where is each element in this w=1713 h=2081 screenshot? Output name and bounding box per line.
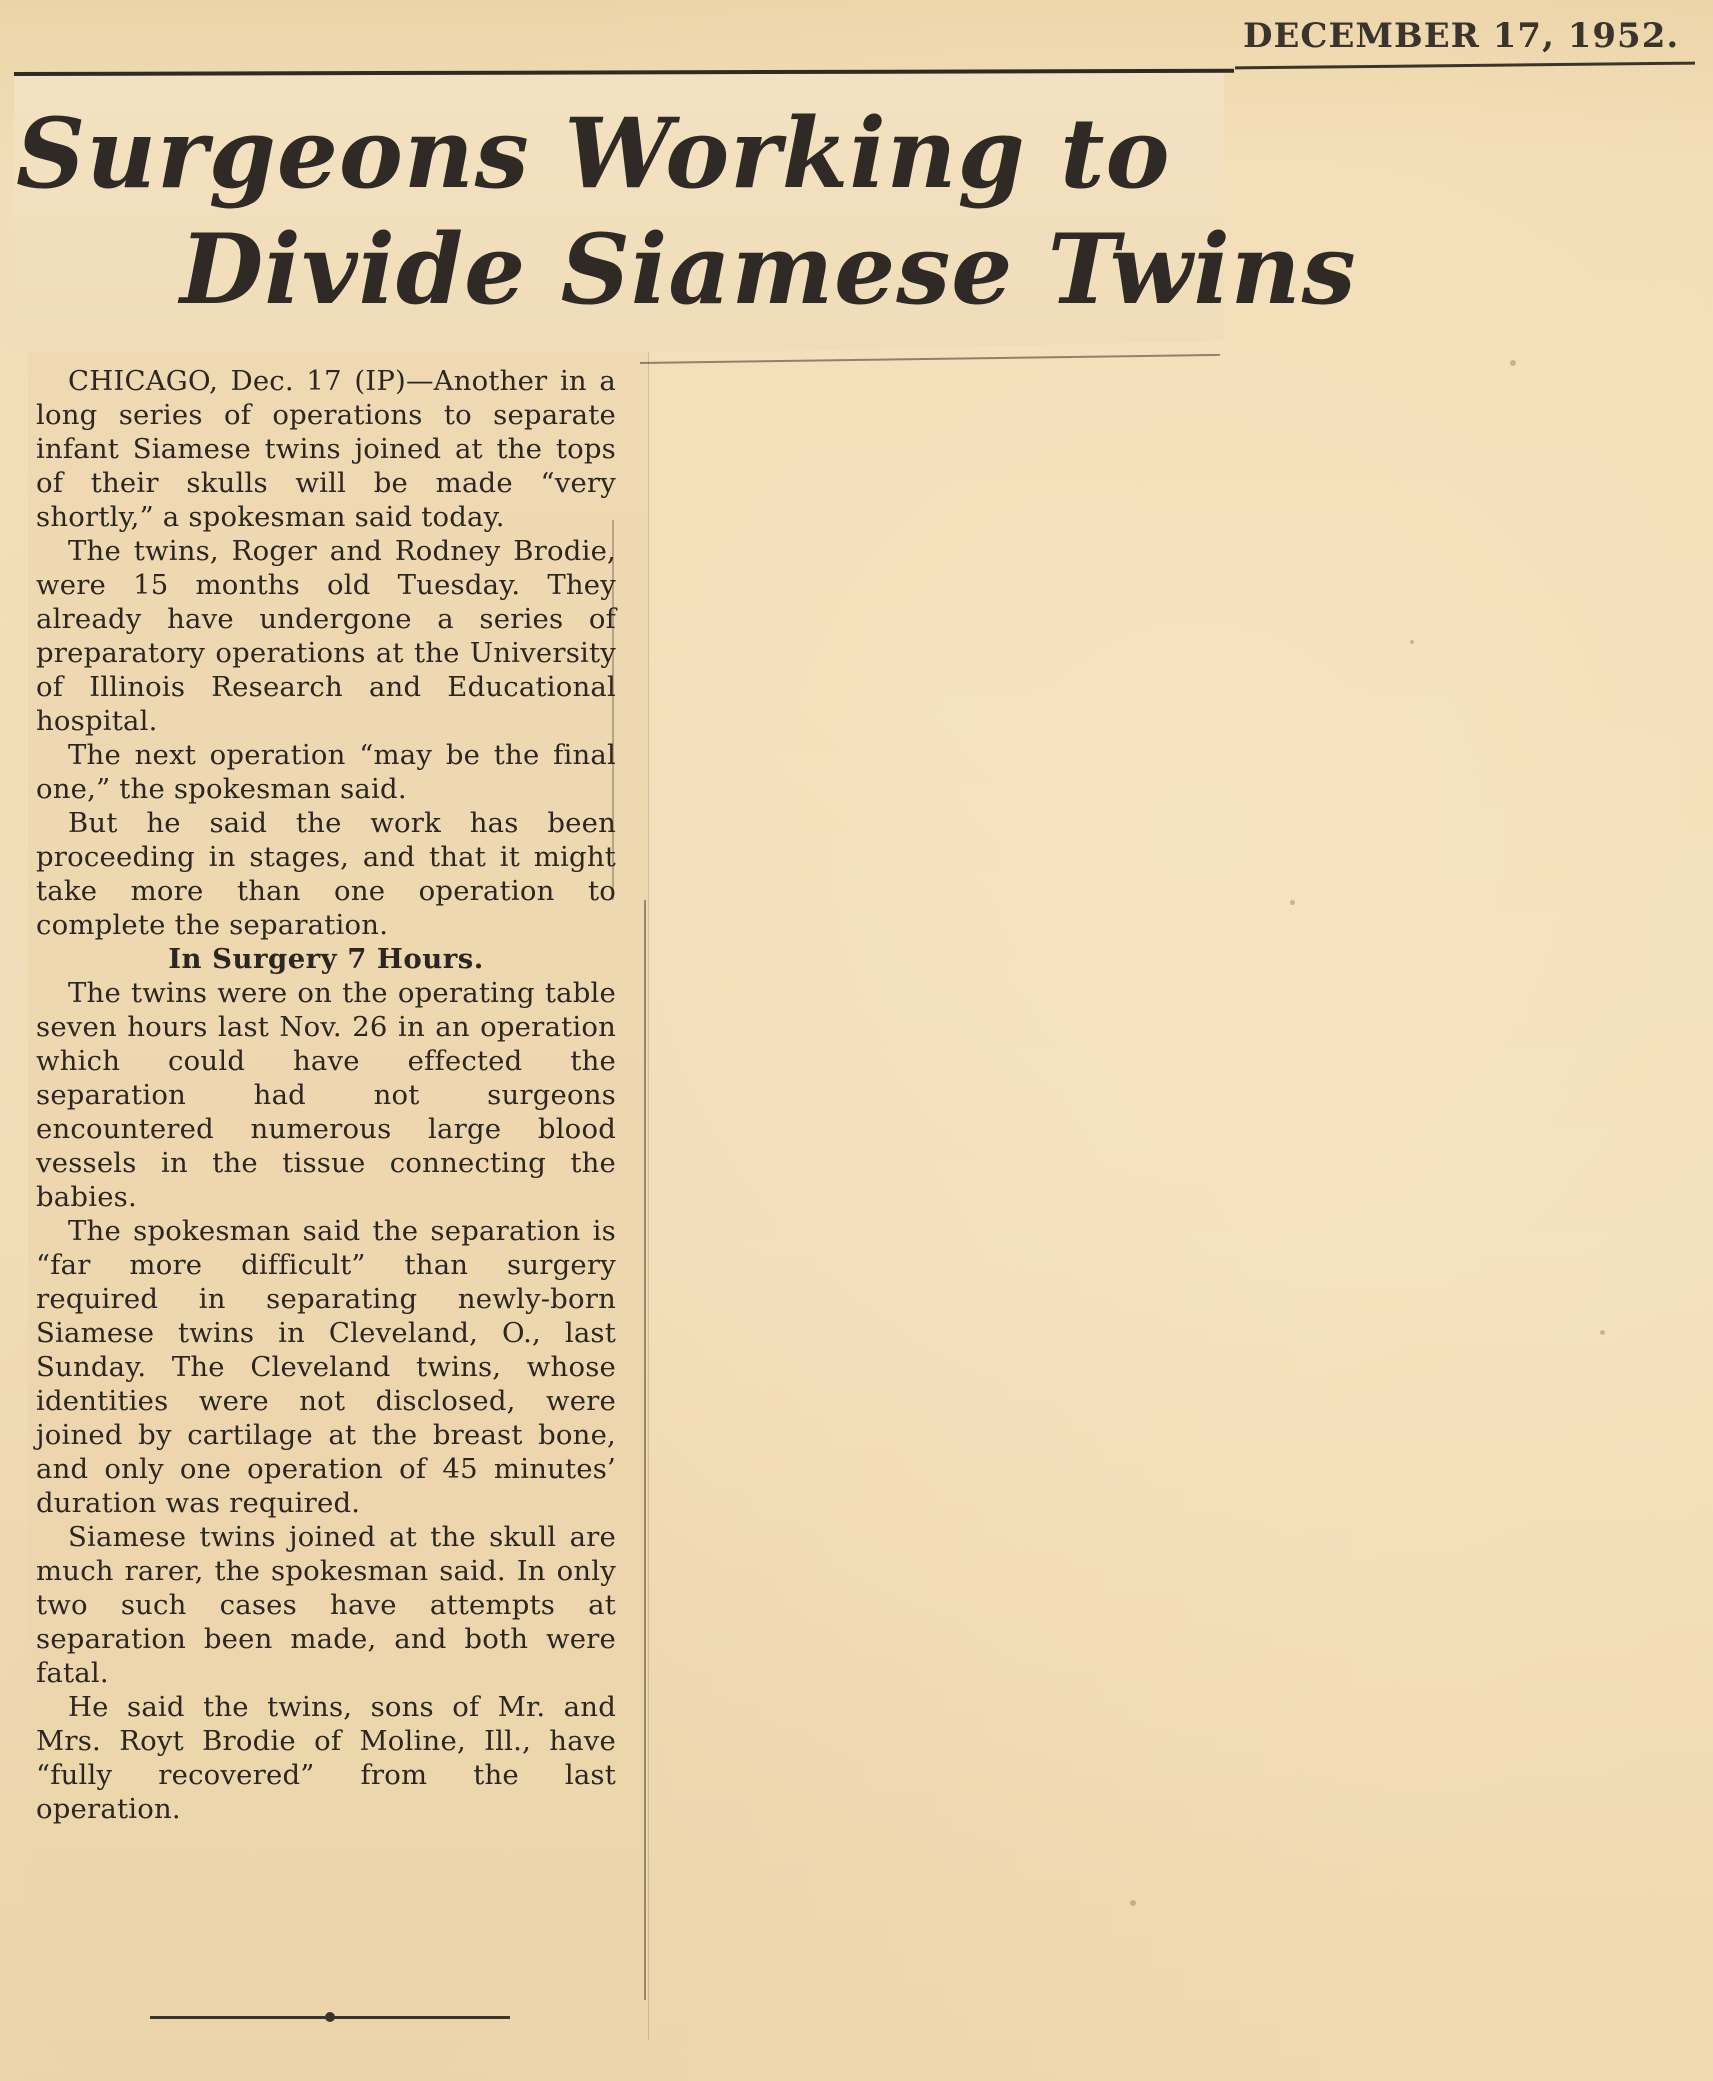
article-paragraph: The spokesman said the separation is “far more difficult” than surgery required in separating newly-born Siamese twins in Cleveland, O., last Sunday. The Cleveland twins, whose identities were not disclosed, were joined by cartilage at the breast bone, and only one operation of 45 minutes’ duration was required. bbox=[36, 1215, 616, 1519]
headline bbox=[14, 96, 1357, 328]
article-paragraph: The next operation “may be the final one,” the spokesman said. bbox=[36, 739, 616, 805]
article-subhead: In Surgery 7 Hours. bbox=[168, 943, 484, 975]
article-paragraph: CHICAGO, Dec. 17 (IP)—Another in a long series of operations to separate infant Siamese twins joined at the tops of their skulls will be made “very shortly,” a spokesman said today. bbox=[36, 365, 616, 533]
article-paragraph: But he said the work has been proceeding in stages, and that it might take more than one operation to complete the separation. bbox=[36, 807, 616, 941]
headline-line-1: Surgeons Working to bbox=[16, 97, 1171, 210]
paper-speck bbox=[1600, 1330, 1605, 1335]
article-paragraph: The twins, Roger and Rodney Brodie, were 15 months old Tuesday. They already have undergone a series of preparatory operations at the University of Illinois Research and Educational hospital. bbox=[36, 535, 616, 737]
headline-line-2: Divide Siamese Twins bbox=[180, 213, 1357, 326]
paper-speck bbox=[1130, 1900, 1136, 1906]
paper-speck bbox=[1290, 900, 1295, 905]
paper-speck bbox=[1410, 640, 1414, 644]
article-paragraph: Siamese twins joined at the skull are much rarer, the spokesman said. In only two such cases have attempts at separation been made, and both were fatal. bbox=[36, 1521, 616, 1689]
date-strip bbox=[1235, 14, 1705, 84]
article-paragraph: He said the twins, sons of Mr. and Mrs. Royt Brodie of Moline, Ill., have “fully recovered” from the last operation. bbox=[36, 1691, 616, 1825]
paper-speck bbox=[1510, 360, 1516, 366]
article-paragraph: The twins were on the operating table seven hours last Nov. 26 in an operation which could have effected the separation had not surgeons encountered numerous large blood vessels in the tissue connecting the babies. bbox=[36, 977, 616, 1213]
clipping-tear-edge bbox=[640, 354, 1220, 364]
publication-date: DECEMBER 17, 1952. bbox=[1243, 16, 1680, 56]
article-body bbox=[36, 364, 616, 1826]
end-rule-dot bbox=[325, 2012, 335, 2022]
clipping-edge bbox=[644, 900, 646, 2000]
date-rule bbox=[1235, 62, 1695, 70]
